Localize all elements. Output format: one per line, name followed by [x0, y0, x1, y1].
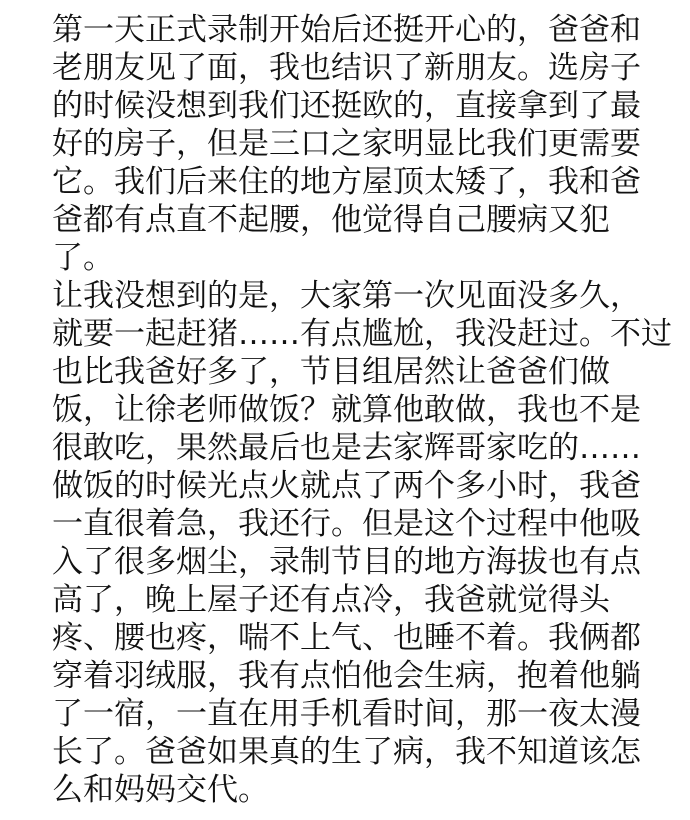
text-line: 了一宿，一直在用手机看时间，那一夜太漫 [52, 696, 641, 732]
text-line: 长了。爸爸如果真的生了病，我不知道该怎 [52, 734, 641, 770]
text-line: 让我没想到的是，大家第一次见面没多久， [52, 278, 641, 314]
text-line: 它。我们后来住的地方屋顶太矮了，我和爸 [52, 164, 641, 200]
text-line: 的时候没想到我们还挺欧的，直接拿到了最 [52, 88, 641, 124]
text-line: 就要一起赶猪……有点尴尬，我没赶过。不过 [52, 316, 672, 352]
text-line: 一直很着急，我还行。但是这个过程中他吸 [52, 506, 641, 542]
text-line: 爸都有点直不起腰，他觉得自己腰病又犯 [52, 202, 610, 238]
text-line: 么和妈妈交代。 [52, 772, 269, 808]
text-line: 入了很多烟尘，录制节目的地方海拔也有点 [52, 544, 641, 580]
text-line: 饭，让徐老师做饭？就算他敢做，我也不是 [52, 392, 641, 428]
text-line: 穿着羽绒服，我有点怕他会生病，抱着他躺 [52, 658, 641, 694]
text-line: 好的房子，但是三口之家明显比我们更需要 [52, 126, 641, 162]
text-line: 也比我爸好多了，节目组居然让爸爸们做 [52, 354, 610, 390]
text-line: 老朋友见了面，我也结识了新朋友。选房子 [52, 50, 641, 86]
text-line: 了。 [52, 240, 114, 276]
text-line: 第一天正式录制开始后还挺开心的，爸爸和 [52, 12, 641, 48]
text-line: 很敢吃，果然最后也是去家辉哥家吃的…… [52, 430, 641, 466]
text-line: 做饭的时候光点火就点了两个多小时，我爸 [52, 468, 641, 504]
text-line: 高了，晚上屋子还有点冷，我爸就觉得头 [52, 582, 610, 618]
text-line: 疼、腰也疼，喘不上气、也睡不着。我俩都 [52, 620, 641, 656]
